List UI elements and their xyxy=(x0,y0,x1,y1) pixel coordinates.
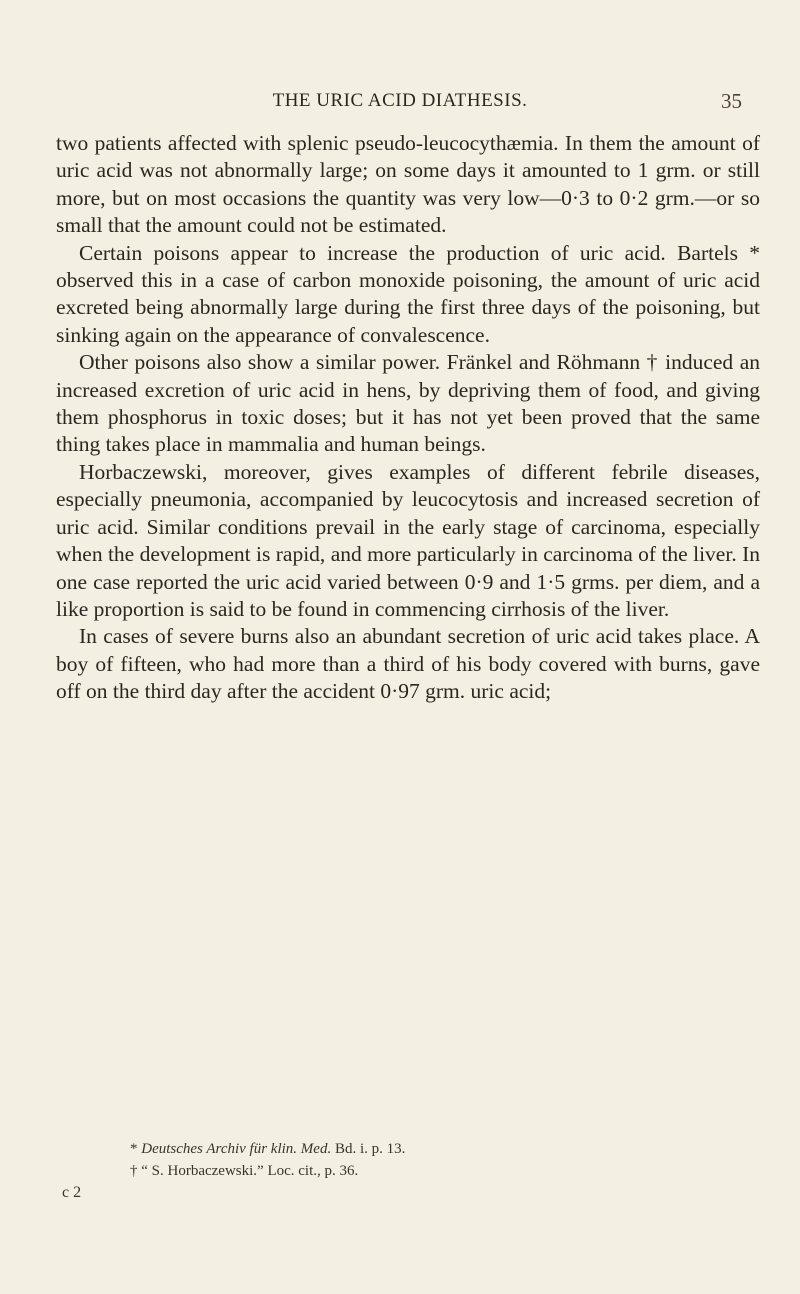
running-title: THE URIC ACID DIATHESIS. xyxy=(272,90,528,111)
footnote-2 xyxy=(56,1160,760,1182)
signature-mark: c 2 xyxy=(62,1184,82,1201)
footnote-2-text: “ S. Horbaczewski.” Loc. cit., p. 36. xyxy=(141,1163,359,1179)
paragraph-2: Certain poisons appear to increase the production of uric acid. Bartels * observed this in a case of carbon monoxide poisoning, the amount of uric acid excreted being abnormally large during the first three days of the poisoning, but sinking again on the appearance of convalescence. xyxy=(56,240,760,347)
paragraph-3: Other poisons also show a similar power. Fränkel and Röhmann † induced an increased excretion of uric acid in hens, by depriving them of food, and giving them phosphorus in toxic doses; but it has not yet been proved that the same thing takes place in mammalia and human beings. xyxy=(56,350,760,457)
running-head xyxy=(0,86,800,116)
footnote-1-citation: Bd. i. p. 13. xyxy=(334,1141,406,1157)
paragraph-1: two patients affected with splenic pseudo-leucocythæmia. In them the amount of uric acid was not abnormally large; on some days it amounted to 1 grm. or still more, but on most occasions the quantity was very low—0·3 to 0·2 grm.—or so small that the amount could not be estimated. xyxy=(56,131,760,238)
page-number: 35 xyxy=(721,89,742,113)
footnote-1 xyxy=(56,1138,760,1160)
footnote-2-mark: † xyxy=(130,1163,138,1179)
body-text xyxy=(56,130,760,706)
paragraph-5: In cases of severe burns also an abundant secretion of uric acid takes place. A boy of fifteen, who had more than a third of his body covered with burns, gave off on the third day after the accident 0·97 grm. uric acid; xyxy=(56,624,760,704)
footnotes xyxy=(56,1138,760,1204)
footnote-1-source: Deutsches Archiv für klin. Med. xyxy=(141,1141,332,1157)
paragraph-4: Horbaczewski, moreover, gives examples of different febrile diseases, especially pneumonia, accompanied by leucocytosis and increased secretion of uric acid. Similar conditions prevail in the early stage of carcinoma, especially when the development is rapid, and more particularly in carcinoma of the liver. In one case reported the uric acid varied between 0·9 and 1·5 grms. per diem, and a like proportion is said to be found in commencing cirrhosis of the liver. xyxy=(56,459,760,621)
footnote-1-mark: * xyxy=(130,1141,138,1157)
